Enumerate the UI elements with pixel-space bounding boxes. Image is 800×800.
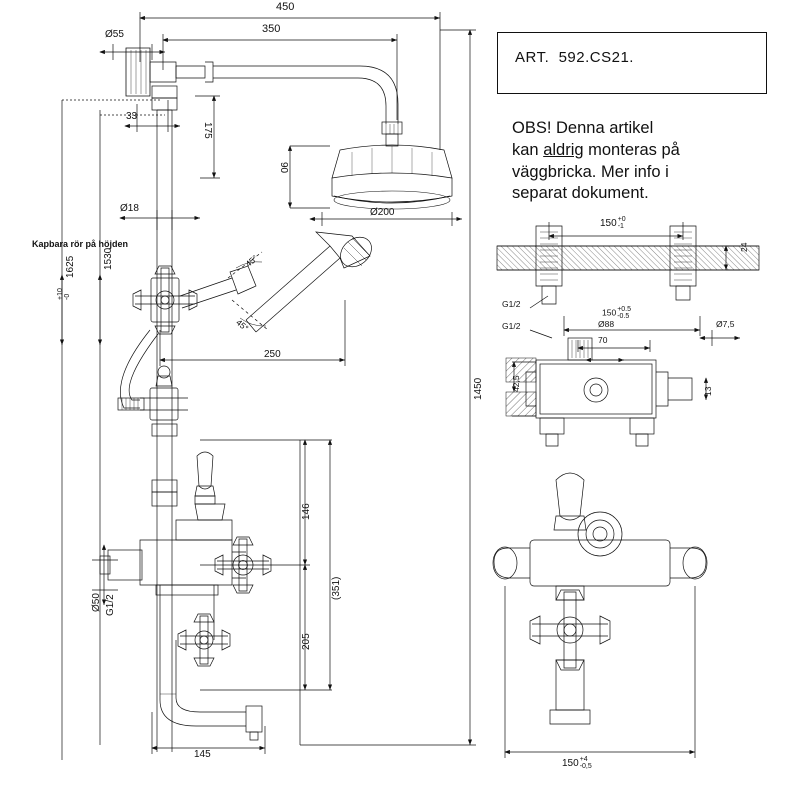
dim-350: 350 [262,23,281,35]
obs-line-2a: kan [512,140,544,159]
obs-line-1: OBS! Denna artikel [512,119,654,137]
obs-line-4: separat dokument. [512,184,649,203]
dim-250: 250 [264,349,281,360]
dim-1625-tolerance [56,288,73,300]
dim-d200: Ø200 [370,207,395,218]
dim-146: 146 [301,503,312,520]
dim-175: 175 [202,122,213,139]
dim-70: 70 [598,335,608,345]
obs-line-2c: monteras på [583,140,680,159]
tol-plus-10: +10 [56,288,64,300]
dim-450: 450 [276,1,295,13]
dim-1450: 1450 [473,377,484,400]
dim-d88: Ø88 [598,319,615,329]
dim-1625: 1625 [65,255,76,278]
dim-g12-b: G1/2 [502,321,521,331]
obs-aldrig: aldrig [543,140,584,159]
tol-150top-plus: +0 [617,216,626,223]
dim-13: 13 [703,386,713,396]
tol-150top-minus: -1 [617,223,624,231]
tol-150bot-minus: -0,5 [579,763,592,771]
dim-d18: Ø18 [120,203,139,214]
dim-351: (351) [331,576,342,600]
dim-g12-left: G1/2 [105,594,116,616]
angle-45-bottom: 45° [234,317,251,334]
dim-90: 90 [278,162,289,174]
tol-150mid-minus: -0.5 [617,313,630,321]
dim-24: 24 [739,242,749,252]
tol-150bot-plus: +4 [579,756,588,763]
dim-33: 33 [126,111,138,122]
angle-45-top: 45° [243,252,260,269]
dim-150-top: 150+0 -1 [600,216,626,231]
obs-line-3: väggbricka. Mer info i [512,162,669,181]
article-number: ART. 592.CS21. [515,49,634,66]
dim-1530: 1530 [103,247,114,270]
dim-d75: Ø7,5 [716,319,735,329]
dim-205: 205 [301,633,312,650]
dim-150-mid: 150+0.5 -0.5 [602,306,632,321]
dim-145: 145 [194,749,211,760]
dim-d55: Ø55 [105,29,124,40]
obs-note [512,118,792,205]
dim-g12-a: G1/2 [502,299,521,309]
dim-425: 42,5 [511,375,521,392]
tol-150mid-plus: +0.5 [617,306,632,313]
dim-150-bottom: 150+4 -0,5 [562,756,592,771]
label-kapbara: Kapbara rör på höjden [32,239,129,249]
dim-d50: Ø50 [91,593,102,612]
tol-minus-0: -0 [63,293,71,300]
